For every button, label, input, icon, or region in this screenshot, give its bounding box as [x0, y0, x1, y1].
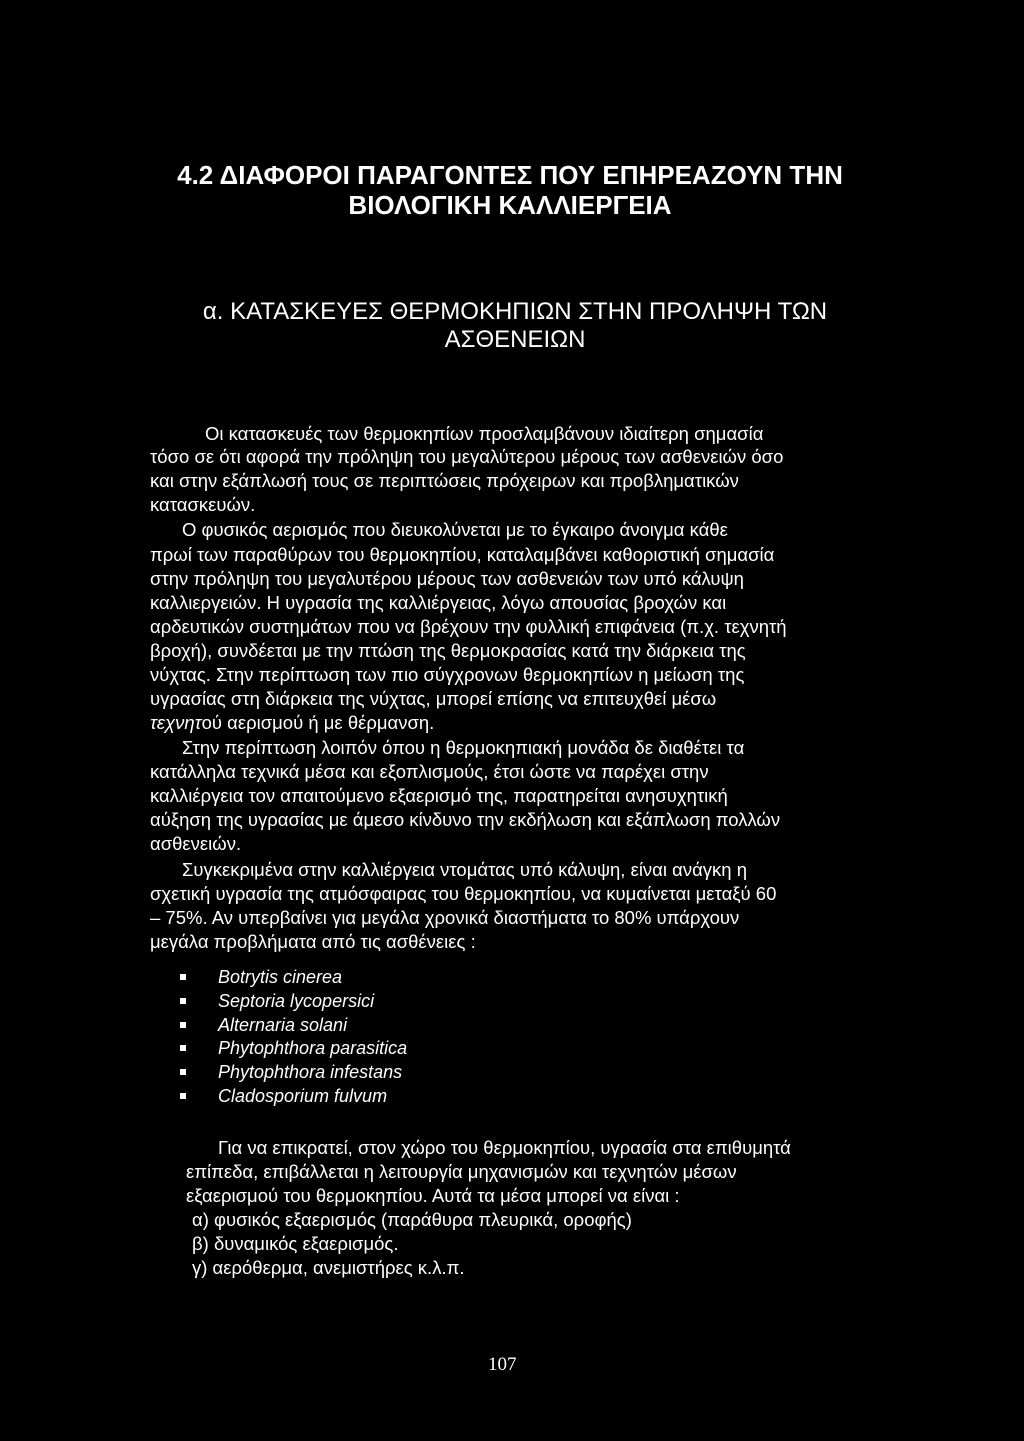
- disease-list: [178, 966, 407, 1109]
- paragraph-2-line: καλλιεργειών. Η υγρασία της καλλιέργειας, λόγω απουσίας βροχών και: [150, 592, 727, 613]
- paragraph-1-line: τόσο σε ότι αφορά την πρόληψη του μεγαλύτερου μέρους των ασθενειών όσο: [150, 446, 784, 467]
- list-item: Septoria lycopersici: [178, 990, 407, 1014]
- paragraph-1-line: κατασκευών.: [150, 494, 256, 515]
- paragraph-2-line: νύχτας. Στην περίπτωση των πιο σύγχρονων θερμοκηπίων η μείωση της: [150, 664, 745, 685]
- paragraph-1-line: Οι κατασκευές των θερμοκηπίων προσλαμβάνουν ιδιαίτερη σημασία: [205, 423, 764, 444]
- list-item: Cladosporium fulvum: [178, 1085, 407, 1109]
- paragraph-4-line: σχετική υγρασία της ατμόσφαιρας του θερμοκηπίου, να κυμαίνεται μεταξύ 60: [150, 883, 777, 904]
- paragraph-2-last-rest: ού αερισμού ή με θέρμανση.: [201, 712, 435, 733]
- section-heading: [120, 160, 900, 220]
- section-heading-line-2: ΒΙΟΛΟΓΙΚΗ ΚΑΛΛΙΕΡΓΕΙΑ: [348, 190, 672, 220]
- paragraph-1-line: και στην εξάπλωσή τους σε περιπτώσεις πρόχειρων και προβληματικών: [150, 470, 739, 491]
- subsection-heading: [160, 298, 870, 354]
- list-item: Botrytis cinerea: [178, 966, 407, 990]
- italic-word: τεχνητ: [150, 712, 202, 733]
- paragraph-2-line: βροχή), συνδέεται με την πτώση της θερμοκρασίας κατά την διάρκεια της: [150, 640, 746, 661]
- list-item: Phytophthora infestans: [178, 1061, 407, 1085]
- paragraph-2-last-line: [150, 712, 434, 734]
- paragraph-5-line: Για να επικρατεί, στον χώρο του θερμοκηπίου, υγρασία στα επιθυμητά: [218, 1137, 791, 1158]
- paragraph-2-line: Ο φυσικός αερισμός που διευκολύνεται με το έγκαιρο άνοιγμα κάθε: [182, 519, 728, 540]
- paragraph-2-line: πρωί των παραθύρων του θερμοκηπίου, καταλαμβάνει καθοριστική σημασία: [150, 544, 775, 565]
- paragraph-3-line: αύξηση της υγρασίας με άμεσο κίνδυνο την εκδήλωση και εξάπλωση πολλών: [150, 809, 781, 830]
- paragraph-3-line: καλλιέργεια τον απαιτούμενο εξαερισμό της, παρατηρείται ανησυχητική: [150, 785, 728, 806]
- paragraph-3-line: Στην περίπτωση λοιπόν όπου η θερμοκηπιακή μονάδα δε διαθέτει τα: [182, 737, 745, 758]
- list-item: Phytophthora parasitica: [178, 1037, 407, 1061]
- paragraph-2-line: στην πρόληψη του μεγαλυτέρου μέρους των ασθενειών των υπό κάλυψη: [150, 568, 744, 589]
- paragraph-5-line: εξαερισμού του θερμοκηπίου. Αυτά τα μέσα μπορεί να είναι :: [186, 1185, 680, 1206]
- paragraph-3-line: ασθενειών.: [150, 833, 242, 854]
- paragraph-4-line: μεγάλα προβλήματα από τις ασθένειες :: [150, 931, 476, 952]
- paragraph-3-line: κατάλληλα τεχνικά μέσα και εξοπλισμούς, έτσι ώστε να παρέχει στην: [150, 761, 709, 782]
- subsection-heading-line-2: ΑΣΘΕΝΕΙΩΝ: [444, 326, 586, 353]
- paragraph-5-option: β) δυναμικός εξαερισμός.: [192, 1233, 399, 1254]
- subsection-heading-line-1: α. ΚΑΤΑΣΚΕΥΕΣ ΘΕΡΜΟΚΗΠΙΩΝ ΣΤΗΝ ΠΡΟΛΗΨΗ ΤΩΝ: [202, 298, 828, 325]
- paragraph-5-option: γ) αερόθερμα, ανεμιστήρες κ.λ.π.: [192, 1257, 465, 1278]
- section-heading-line-1: 4.2 ΔΙΑΦΟΡΟΙ ΠΑΡΑΓΟΝΤΕΣ ΠΟΥ ΕΠΗΡΕΑΖΟΥΝ ΤΗΝ: [177, 160, 843, 190]
- list-item: Alternaria solani: [178, 1014, 407, 1038]
- paragraph-2-line: υγρασίας στη διάρκεια της νύχτας, μπορεί επίσης να επιτευχθεί μέσω: [150, 688, 717, 709]
- page-number: 107: [488, 1354, 517, 1375]
- paragraph-2-line: αρδευτικών συστημάτων που να βρέχουν την φυλλική επιφάνεια (π.χ. τεχνητή: [150, 616, 787, 637]
- paragraph-5-line: επίπεδα, επιβάλλεται η λειτουργία μηχανισμών και τεχνητών μέσων: [186, 1161, 737, 1182]
- paragraph-4-line: Συγκεκριμένα στην καλλιέργεια ντομάτας υπό κάλυψη, είναι ανάγκη η: [182, 859, 747, 880]
- paragraph-4-line: – 75%. Αν υπερβαίνει για μεγάλα χρονικά διαστήματα το 80% υπάρχουν: [150, 907, 740, 928]
- paragraph-5-option: α) φυσικός εξαερισμός (παράθυρα πλευρικά, οροφής): [192, 1209, 632, 1230]
